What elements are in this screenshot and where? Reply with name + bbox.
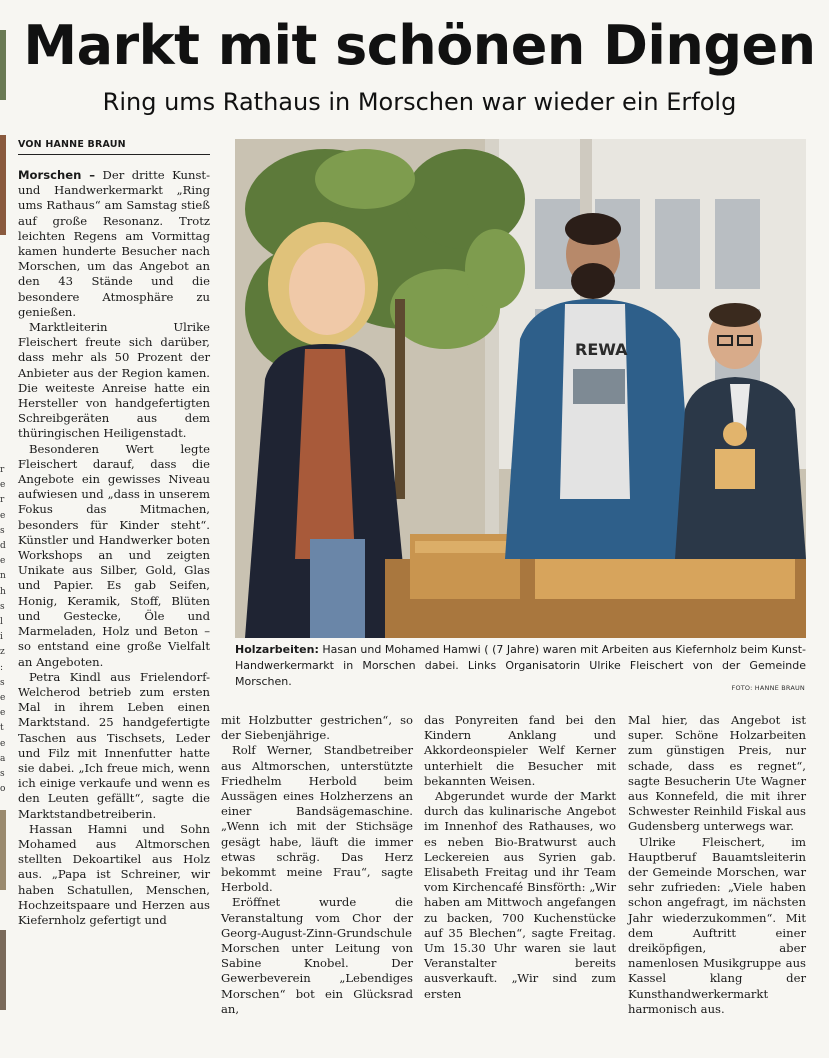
- article-column-3: [424, 713, 616, 1002]
- edge-letter: e: [0, 693, 6, 703]
- byline: VON HANNE BRAUN: [18, 139, 210, 155]
- headline: Markt mit schönen Dingen: [23, 14, 816, 77]
- article-photo: [235, 139, 806, 638]
- edge-letter: e: [0, 738, 6, 749]
- article-paragraph: Petra Kindl aus Frielendorf-Welcherod betrieb zum ersten Mal in ihrem Leben einen Marktstand. 25 handgefertigte Taschen aus Tischsets, Leder und Filz mit Innenfutter hatte sie dabei. „Ich freue mich, wenn ich einige verkaufe und wenn es den Leuten gefällt“, sagte die Marktstandbetreiberin.: [18, 669, 210, 821]
- article-column-4: [628, 713, 806, 1017]
- edge-letter: e: [0, 480, 6, 491]
- edge-letter: a: [0, 753, 6, 764]
- edge-letter: n: [0, 571, 6, 582]
- photo-illustration: [235, 139, 806, 638]
- edge-letter: e: [0, 556, 6, 567]
- edge-letter: e: [0, 708, 6, 719]
- article-paragraph: Abgerundet wurde der Markt durch das kulinarische Angebot im Innenhof des Rathauses, wo es neben Bio-Bratwurst auch Leckereien aus Syrien gab. Elisabeth Freitag und ihr Team vom Kirchencafé Binsförth: „Wir haben am Mittwoch angefangen zu backen, 700 Kuchenstücke auf 35 Blechen“, sagte Freitag. Um 15.30 Uhr waren sie laut Veranstalter bereits ausverkauft. „Wir sind zum ersten: [424, 789, 616, 1001]
- photo-credit: FOTO: HANNE BRAUN: [731, 684, 805, 692]
- edge-letter: r: [0, 495, 5, 506]
- caption-label: Holzarbeiten:: [235, 643, 319, 656]
- edge-letter: o: [0, 784, 6, 795]
- photo-caption: [235, 642, 806, 690]
- article-paragraph: Mal hier, das Angebot ist super. Schöne Holzarbeiten zum günstigen Preis, nur schade, dass es regnet“, sagte Besucherin Ute Wagner aus Konnefeld, die mit ihrer Schwester Reinhild Fiskal aus Gudensberg unterwegs war.: [628, 713, 806, 834]
- edge-letter: d: [0, 541, 6, 551]
- article-paragraph: Besonderen Wert legte Fleischert darauf, dass die Angebote ein gewisses Niveau aufwiesen und „dass in unserem Fokus das Mitmachen, besonders für Kinder steht“. Künstler und Handwerker boten Workshops an und zeigten Unikate aus Silber, Gold, Glas und Papier. Es gab Seifen, Honig, Keramik, Stoff, Blüten und Gestecke, Öle und Marmeladen, Holz und Beton – so entstand eine große Vielfalt an Angeboten.: [18, 441, 210, 669]
- article-paragraph: Morschen – Der dritte Kunst- und Handwerkermarkt „Ring ums Rathaus“ am Samstag stieß auf große Resonanz. Trotz leichten Regens am Vormittag kamen hunderte Besucher nach Morschen, um das Angebot an den 43 Stände und die besondere Atmosphäre zu genießen.: [18, 168, 210, 319]
- edge-letter: l: [0, 617, 3, 627]
- edge-photo-strip: [0, 810, 6, 890]
- article-paragraph: Hassan Hamni und Sohn Mohamed aus Altmorschen stellten Dekoartikel aus Holz aus. „Papa ist Schreiner, wir haben Schatullen, Menschen, Hochzeitspaare und Herzen aus Kiefernholz gefertigt und: [18, 821, 210, 927]
- article-paragraph: das Ponyreiten fand bei den Kindern Anklang und Akkordeonspieler Welf Kerner unterhielt die Besucher mit bekannten Weisen.: [424, 713, 616, 788]
- edge-letter: s: [0, 601, 5, 612]
- article-paragraph: Rolf Werner, Standbetreiber aus Altmorschen, unterstützte Friedhelm Herbold beim Aussägen eines Holzherzens an einer Bandsägemaschine. „Wenn ich mit der Stichsäge gesägt habe, läuft die immer etwas schräg. Das Herz bekommt meine Frau“, sagte Herbold.: [221, 743, 413, 895]
- edge-letter: i: [0, 632, 3, 643]
- shirt-text: REWA: [575, 340, 628, 359]
- article-column-1: [18, 168, 210, 928]
- article-column-2: [221, 713, 413, 1017]
- edge-letter: s: [0, 525, 5, 536]
- edge-letter: s: [0, 677, 5, 688]
- edge-letter: s: [0, 769, 5, 779]
- edge-photo-strip: [0, 30, 6, 100]
- left-page-edge: [0, 0, 10, 1058]
- caption-text: Hasan und Mohamed Hamwi ( (7 Jahre) waren mit Arbeiten aus Kiefernholz beim Kunst- Handwerkermarkt in Morschen dabei. Links Organisatorin Ulrike Fleischert von der Gemeinde Morschen.: [235, 643, 806, 688]
- edge-letter: z: [0, 647, 5, 658]
- edge-photo-strip: [0, 135, 6, 235]
- article-paragraph: mit Holzbutter gestrichen“, so der Siebenjährige.: [221, 713, 413, 743]
- edge-letter: :: [0, 662, 4, 673]
- article-paragraph: Eröffnet wurde die Veranstaltung vom Chor der Georg-August-Zinn-Grundschule Morschen unter Leitung von Sabine Knobel. Der Gewerbeverein „Lebendiges Morschen“ bot ein Glücksrad an,: [221, 895, 413, 1016]
- edge-letter: h: [0, 586, 6, 597]
- subheadline: Ring ums Rathaus in Morschen war wieder ein Erfolg: [102, 88, 737, 116]
- edge-letter: e: [0, 510, 6, 521]
- edge-letter: t: [0, 723, 4, 734]
- edge-letter: r: [0, 465, 5, 475]
- edge-photo-strip: [0, 930, 6, 1010]
- dateline: Morschen –: [18, 168, 96, 182]
- article-paragraph: Ulrike Fleischert, im Hauptberuf Bauamtsleiterin der Gemeinde Morschen, war sehr zufrieden: „Viele haben schon angefragt, im nächsten Jahr wiederzukommen“. Mit dem Auftritt einer dreiköpfigen, aber namenlosen Musikgruppe aus Kassel klang der Kunsthandwerkermarkt harmonisch aus.: [628, 834, 806, 1016]
- article-paragraph: Marktleiterin Ulrike Fleischert freute sich darüber, dass mehr als 50 Prozent der Anbieter aus der Region kamen. Die weiteste Anreise hatte ein Hersteller von handgefertigten Schreibgeräten aus dem thüringischen Heiligenstadt.: [18, 320, 210, 441]
